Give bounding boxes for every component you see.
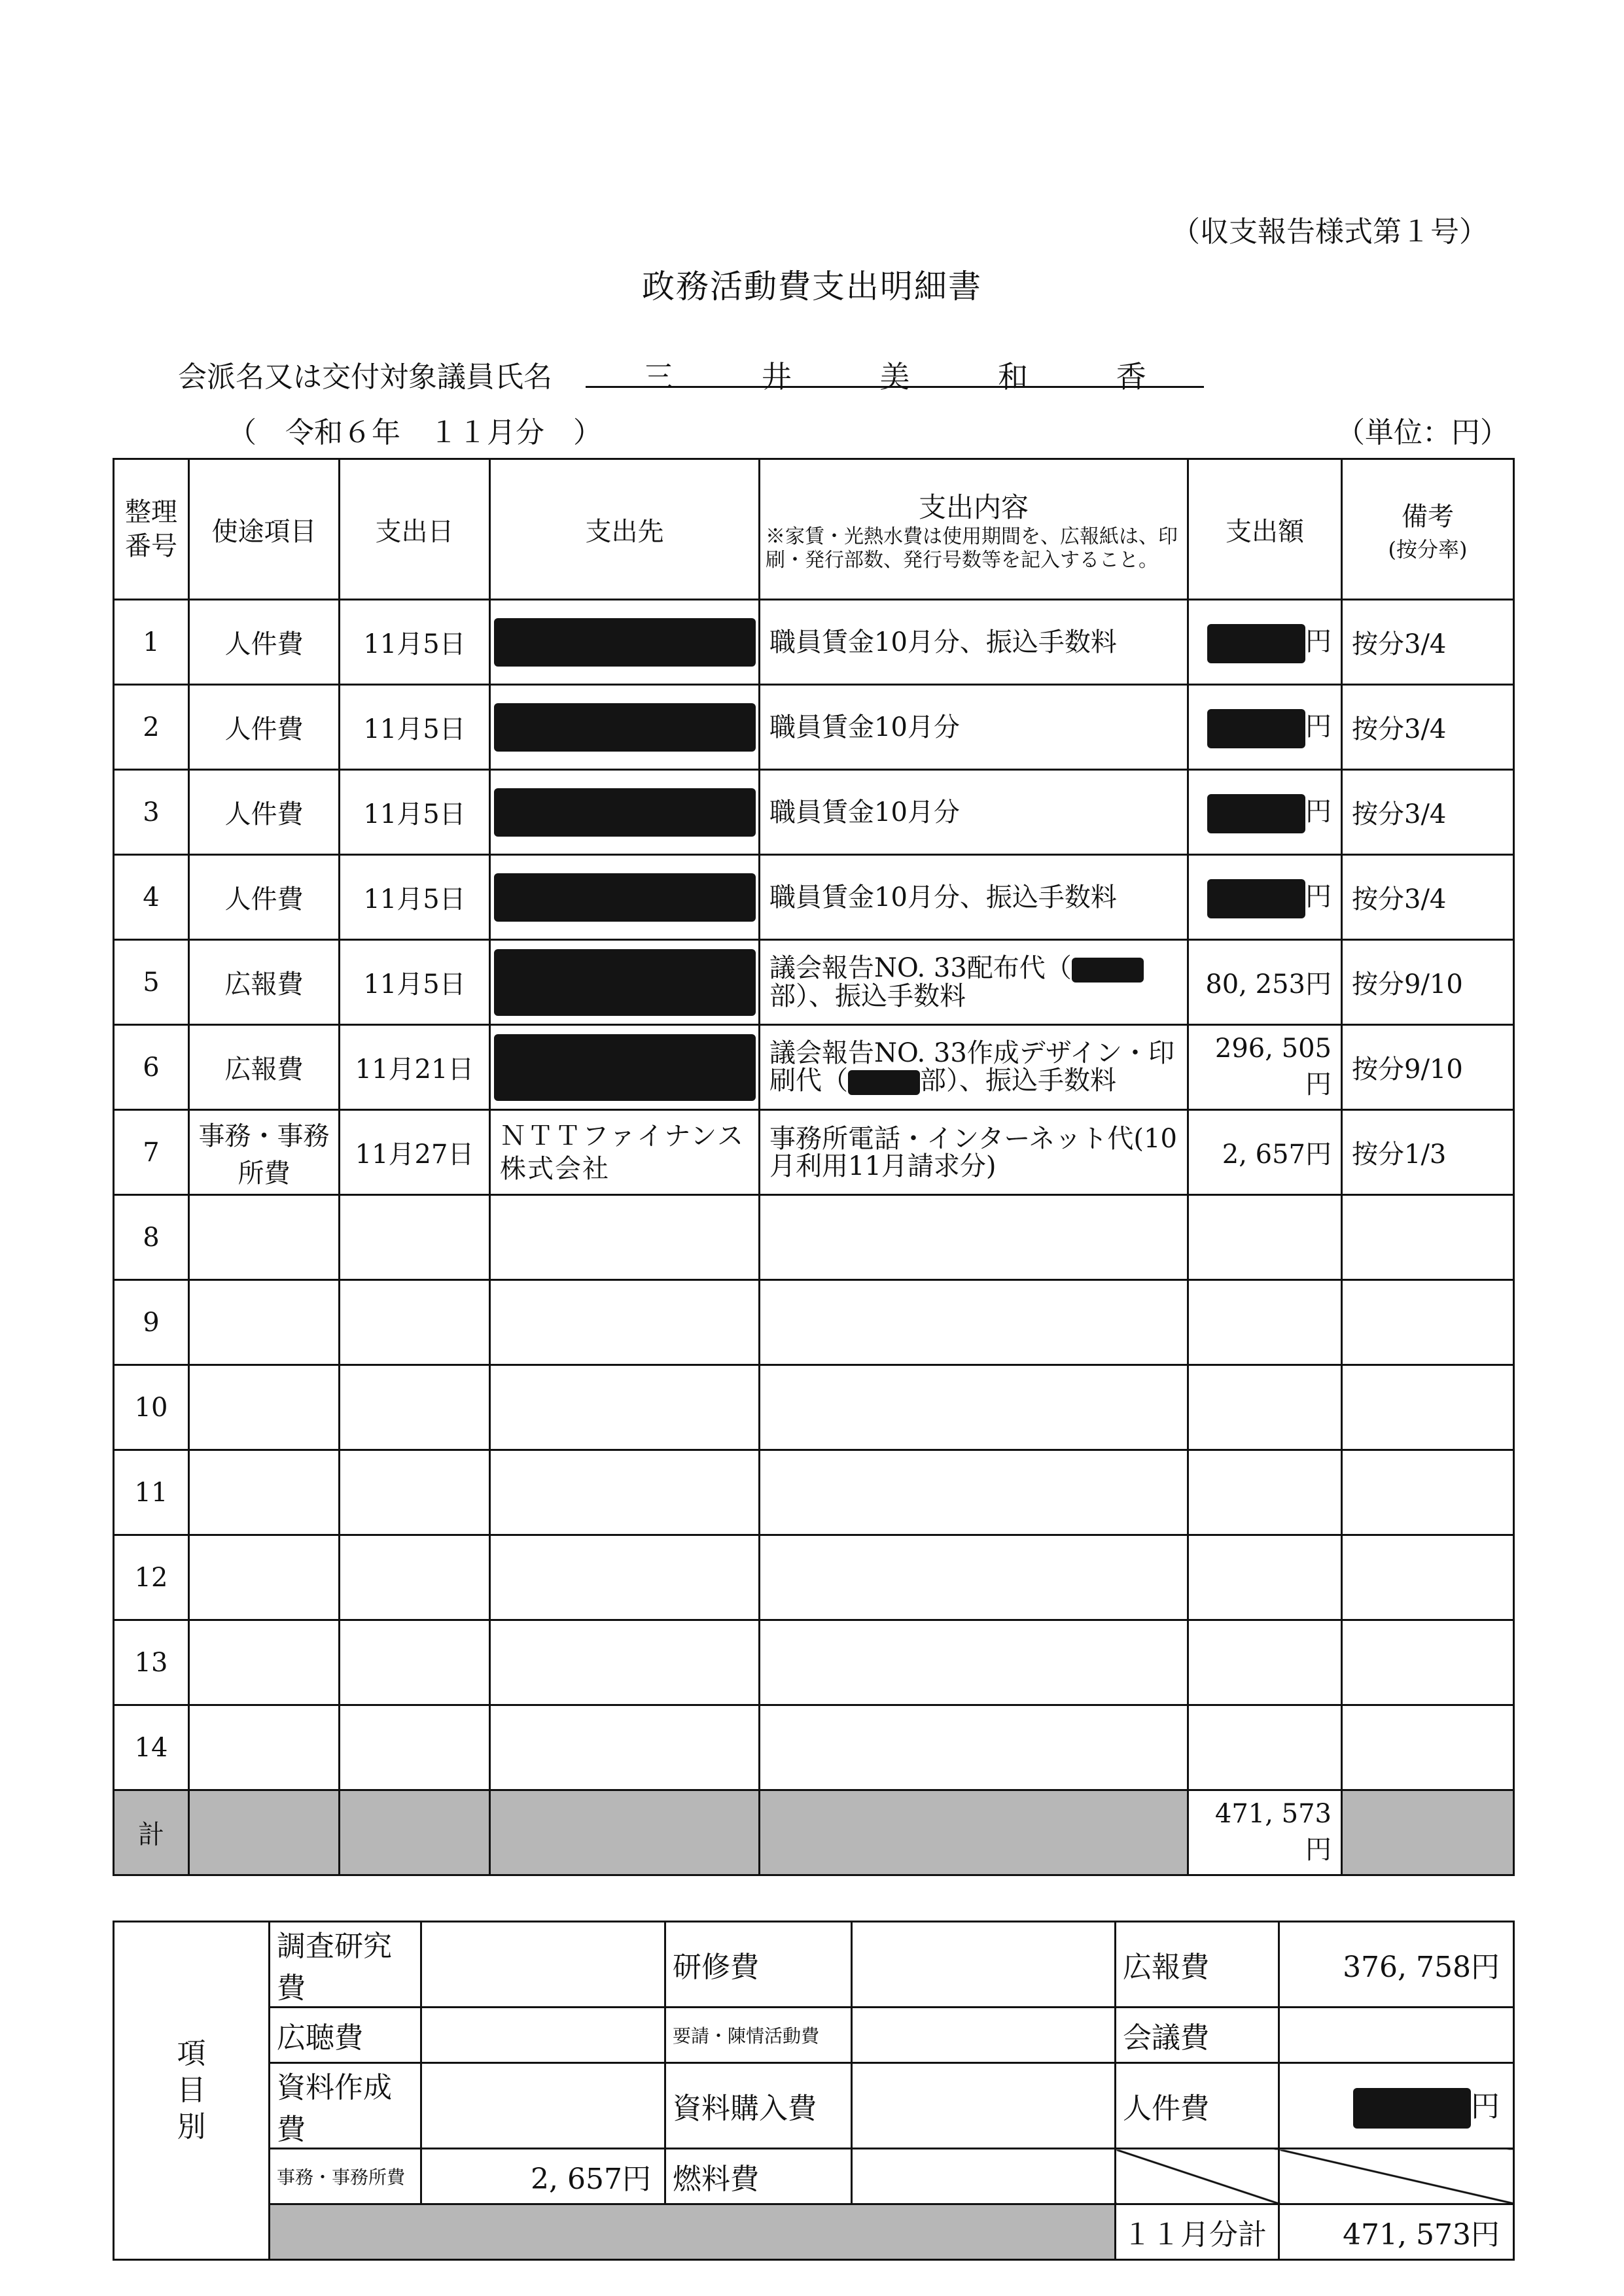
label-kaigi: 会議費 (1116, 2008, 1279, 2063)
redaction-block (1072, 958, 1144, 983)
label-kouhou: 広報費 (1116, 1922, 1279, 2008)
row-remarks: 按分3/4 (1342, 855, 1514, 940)
row-payee (490, 855, 760, 940)
header-amount: 支出額 (1188, 459, 1342, 600)
row-date: 11月5日 (340, 940, 490, 1025)
header-payee: 支出先 (490, 459, 760, 600)
header-remarks-sub: (按分率) (1388, 536, 1468, 562)
label-shiryo-sakusei: 資料作成費 (270, 2063, 421, 2149)
row-no: 8 (114, 1195, 189, 1280)
row-no: 3 (114, 770, 189, 855)
row-remarks: 按分9/10 (1342, 1025, 1514, 1110)
row-no: 7 (114, 1110, 189, 1195)
label-jinken: 人件費 (1116, 2063, 1279, 2149)
row-payee (490, 770, 760, 855)
amount-jinken: 円 (1279, 2063, 1514, 2149)
row-amount: 80, 253円 (1188, 940, 1342, 1025)
row-date: 11月21日 (340, 1025, 490, 1110)
row-no: 1 (114, 600, 189, 685)
row-payee (490, 685, 760, 770)
row-content: 議会報告NO. 33配布代（部）、振込手数料 (760, 940, 1188, 1025)
header-no: 整理番号 (114, 459, 189, 600)
row-remarks: 按分3/4 (1342, 770, 1514, 855)
redaction-block (1353, 2088, 1471, 2129)
row-no: 10 (114, 1365, 189, 1450)
header-content-note: ※家賃・光熱水費は使用期間を、広報紙は、印刷・発行部数、発行号数等を記入すること。 (766, 525, 1178, 572)
label-chousa: 調査研究費 (270, 1922, 421, 2008)
header-remarks-title: 備考 (1402, 501, 1454, 532)
row-remarks: 按分3/4 (1342, 600, 1514, 685)
row-amount: 円 (1188, 600, 1342, 685)
row-content: 職員賃金10月分 (760, 685, 1188, 770)
table-row (114, 770, 1514, 855)
redaction-block (1207, 709, 1305, 748)
redaction-block (494, 1034, 756, 1101)
reporting-period: （ 令和６年 １１月分 ） (228, 416, 602, 449)
row-payee (490, 600, 760, 685)
label-jimusho: 事務・事務所費 (270, 2149, 421, 2204)
amount-kouhou: 376, 758円 (1279, 1922, 1514, 2008)
table-row (114, 940, 1514, 1025)
month-total-label: １１月分計 (1116, 2204, 1279, 2260)
redaction-block (848, 1070, 920, 1095)
row-remarks: 按分3/4 (1342, 685, 1514, 770)
redaction-block (1207, 624, 1305, 663)
table-row (114, 600, 1514, 685)
row-date: 11月5日 (340, 600, 490, 685)
label-nenryo: 燃料費 (665, 2149, 852, 2204)
row-purpose: 人件費 (189, 770, 340, 855)
redaction-block (494, 618, 756, 667)
unit-label: （単位：円） (1336, 416, 1509, 449)
name-label: 会派名又は交付対象議員氏名 (178, 360, 552, 394)
row-amount: 円 (1188, 770, 1342, 855)
diagonal-cell (1279, 2149, 1514, 2204)
row-purpose: 人件費 (189, 855, 340, 940)
header-purpose: 使途項目 (189, 459, 340, 600)
row-purpose: 人件費 (189, 685, 340, 770)
shaded-area (270, 2204, 1116, 2260)
row-content: 職員賃金10月分 (760, 770, 1188, 855)
row-no: 6 (114, 1025, 189, 1110)
label-youshou: 要請・陳情活動費 (665, 2008, 852, 2063)
row-content: 職員賃金10月分、振込手数料 (760, 855, 1188, 940)
table-row (114, 1535, 1514, 1620)
redaction-block (494, 949, 756, 1016)
row-remarks: 按分1/3 (1342, 1110, 1514, 1195)
label-kenshu: 研修費 (665, 1922, 852, 2008)
total-row (114, 1790, 1514, 1875)
row-purpose: 広報費 (189, 940, 340, 1025)
row-payee: ＮＴＴファイナンス株式会社 (490, 1110, 760, 1195)
row-no: 5 (114, 940, 189, 1025)
table-row (114, 1025, 1514, 1110)
row-date: 11月5日 (340, 685, 490, 770)
document-title: 政務活動費支出明細書 (642, 268, 982, 305)
redaction-block (1207, 794, 1305, 833)
row-amount: 296, 505円 (1188, 1025, 1342, 1110)
category-label: 項目別 (114, 1922, 270, 2260)
row-no: 9 (114, 1280, 189, 1365)
table-row (114, 685, 1514, 770)
row-date: 11月5日 (340, 855, 490, 940)
row-content: 事務所電話・インターネット代(10月利用11月請求分) (760, 1110, 1188, 1195)
row-no: 2 (114, 685, 189, 770)
category-summary-table (113, 1921, 1515, 2261)
table-row (114, 1620, 1514, 1705)
header-remarks (1342, 459, 1514, 600)
row-amount: 2, 657円 (1188, 1110, 1342, 1195)
label-kouchou: 広聴費 (270, 2008, 421, 2063)
row-date: 11月27日 (340, 1110, 490, 1195)
total-amount: 471, 573円 (1188, 1790, 1342, 1875)
diagonal-cell (1116, 2149, 1279, 2204)
row-purpose: 広報費 (189, 1025, 340, 1110)
header-date: 支出日 (340, 459, 490, 600)
redaction-block (494, 703, 756, 752)
redaction-block (494, 873, 756, 922)
month-total-amount: 471, 573円 (1279, 2204, 1514, 2260)
table-row (114, 1280, 1514, 1365)
member-name: 三 井 美 和 香 (643, 359, 1146, 394)
row-no: 12 (114, 1535, 189, 1620)
amount-jimusho: 2, 657円 (421, 2149, 665, 2204)
label-shiryo-kounyu: 資料購入費 (665, 2063, 852, 2149)
table-row (114, 1365, 1514, 1450)
row-amount: 円 (1188, 685, 1342, 770)
row-payee (490, 1025, 760, 1110)
header-content (760, 459, 1188, 600)
row-no: 4 (114, 855, 189, 940)
redaction-block (494, 788, 756, 837)
redaction-block (1207, 879, 1305, 918)
form-number: （収支報告様式第１号） (1171, 215, 1488, 249)
header-content-title: 支出内容 (918, 491, 1029, 523)
row-no: 11 (114, 1450, 189, 1535)
expense-detail-table (113, 458, 1515, 1876)
row-payee (490, 940, 760, 1025)
table-row (114, 1110, 1514, 1195)
row-date: 11月5日 (340, 770, 490, 855)
row-purpose: 人件費 (189, 600, 340, 685)
row-amount: 円 (1188, 855, 1342, 940)
row-purpose: 事務・事務所費 (189, 1110, 340, 1195)
row-content: 職員賃金10月分、振込手数料 (760, 600, 1188, 685)
row-no: 14 (114, 1705, 189, 1790)
row-remarks: 按分9/10 (1342, 940, 1514, 1025)
table-row (114, 1195, 1514, 1280)
table-row (114, 1450, 1514, 1535)
row-content: 議会報告NO. 33作成デザイン・印刷代（ 部）、振込手数料 (760, 1025, 1188, 1110)
row-no: 13 (114, 1620, 189, 1705)
total-label: 計 (114, 1790, 189, 1875)
table-header-row (114, 459, 1514, 600)
table-row (114, 855, 1514, 940)
table-row (114, 1705, 1514, 1790)
